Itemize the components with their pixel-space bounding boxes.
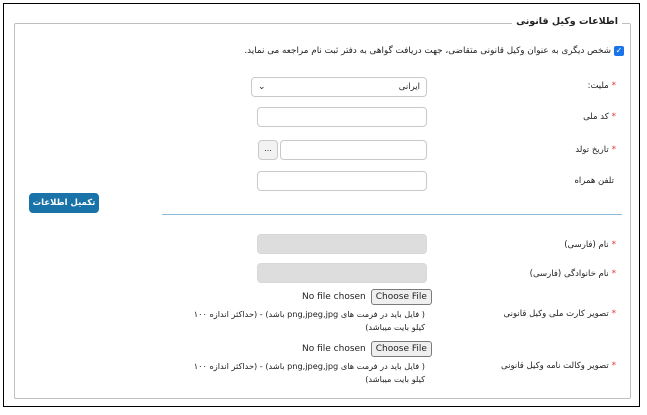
birth-date-input[interactable] — [280, 140, 427, 160]
phone-input[interactable] — [257, 171, 427, 191]
id-card-file-input[interactable] — [302, 289, 432, 305]
complete-info-button[interactable]: تکمیل اطلاعات — [29, 193, 99, 213]
section-legend: اطلاعات وکیل قانونی — [512, 16, 622, 27]
nationality-label: *ملیت: — [587, 81, 616, 91]
attorney-file-input[interactable] — [302, 341, 432, 357]
legal-agent-section — [14, 16, 631, 399]
agent-agreement-row[interactable] — [244, 46, 624, 56]
agent-agreement-label: شخص دیگری به عنوان وکیل قانونی متقاضی، جهت دریافت گواهی به دفتر ثبت نام مراجعه می نماید. — [244, 46, 611, 56]
first-name-label: *نام (فارسی) — [564, 240, 616, 250]
required-mark: * — [611, 81, 616, 91]
national-code-label: *کد ملی — [583, 112, 616, 122]
id-card-file-status: No file chosen — [302, 292, 366, 302]
last-name-label: *نام خانوادگی (فارسی) — [529, 269, 616, 279]
check-icon: ✓ — [615, 46, 623, 55]
last-name-input — [257, 263, 427, 283]
nationality-value: ایرانی — [398, 82, 420, 92]
id-card-label: *تصویر کارت ملی وکیل قانونی — [503, 309, 616, 319]
agent-agreement-checkbox[interactable] — [614, 46, 624, 56]
attorney-file-status: No file chosen — [302, 344, 366, 354]
attorney-label: *تصویر وکالت نامه وکیل قانونی — [501, 361, 616, 371]
first-name-input — [257, 234, 427, 254]
phone-label: تلفن همراه — [574, 176, 614, 186]
form-container — [3, 3, 640, 407]
id-card-hint: ( فایل باید در فرمت های png,jpeg,jpg باشد) - (حداکثر اندازه ۱۰۰ کیلو بایت میباشد) — [193, 309, 425, 332]
attorney-hint: ( فایل باید در فرمت های png,jpeg,jpg باشد) - (حداکثر اندازه ۱۰۰ کیلو بایت میباشد) — [193, 361, 425, 384]
birth-date-label: *تاریخ تولد — [575, 145, 616, 155]
chevron-down-icon: ⌄ — [258, 82, 266, 92]
attorney-choose-file-button[interactable]: Choose File — [371, 341, 432, 357]
id-card-choose-file-button[interactable]: Choose File — [371, 289, 432, 305]
section-divider — [162, 214, 622, 215]
national-code-input[interactable] — [257, 107, 427, 127]
date-picker-button[interactable]: ... — [258, 140, 278, 160]
nationality-select[interactable] — [251, 77, 427, 97]
